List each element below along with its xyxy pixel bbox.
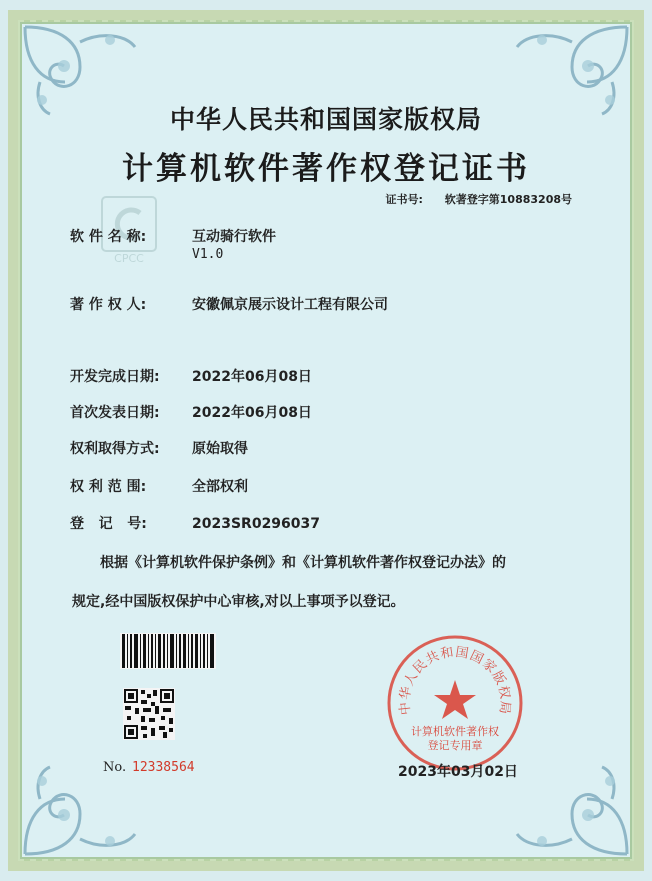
field-registration-number [70, 513, 320, 533]
statement-line-1: 根据《计算机软件保护条例》和《计算机软件著作权登记办法》的 [100, 555, 506, 571]
ornament-corner-icon [512, 764, 632, 859]
field-label: 软 件 名 称: [70, 229, 147, 245]
field-publication-date [70, 402, 312, 422]
serial-number-label: No. [103, 760, 127, 775]
field-value: 2023SR0296037 [192, 516, 321, 532]
field-value: 原始取得 [192, 441, 248, 457]
certificate-title: 计算机软件著作权登记证书 [122, 151, 530, 187]
field-label: 著 作 权 人: [70, 297, 147, 313]
ornament-corner-icon [20, 764, 140, 859]
statement-line-2: 规定,经中国版权保护中心审核,对以上事项予以登记。 [72, 594, 405, 610]
field-completion-date [70, 366, 312, 386]
certificate-number-value: 软著登字第10883208号 [444, 193, 572, 206]
logo-text: CPCC [114, 252, 144, 265]
qr-code-icon [123, 688, 175, 740]
official-seal-icon [386, 634, 524, 772]
field-label: 权利取得方式: [70, 441, 160, 457]
certificate-number [386, 191, 572, 207]
seal-top-text: 中华人民共和国国家版权局 [397, 645, 513, 716]
field-acquisition-method [70, 438, 248, 458]
certificate-number-label: 证书号: [385, 193, 423, 206]
issuing-authority: 中华人民共和国国家版权局 [169, 105, 482, 134]
barcode-icon [120, 633, 216, 669]
field-software-name [70, 226, 276, 246]
seal-bottom-line-2: 登记专用章 [427, 739, 483, 752]
field-label: 开发完成日期: [70, 369, 160, 385]
software-version: V1.0 [192, 247, 224, 262]
field-label: 首次发表日期: [70, 405, 160, 421]
serial-number-value: 12338564 [132, 760, 195, 775]
field-value: 2022年06月08日 [192, 405, 312, 421]
field-value: 互动骑行软件 [192, 229, 276, 245]
field-label: 登 记 号: [70, 516, 147, 532]
field-value: 全部权利 [192, 479, 248, 495]
field-label: 权 利 范 围: [70, 479, 147, 495]
field-value: 安徽佩京展示设计工程有限公司 [192, 297, 388, 313]
field-value: 2022年06月08日 [192, 369, 312, 385]
seal-bottom-line-1: 计算机软件著作权 [411, 725, 499, 738]
field-copyright-owner [70, 294, 388, 314]
field-rights-scope [70, 476, 248, 496]
issue-date: 2023年03月02日 [398, 764, 518, 780]
